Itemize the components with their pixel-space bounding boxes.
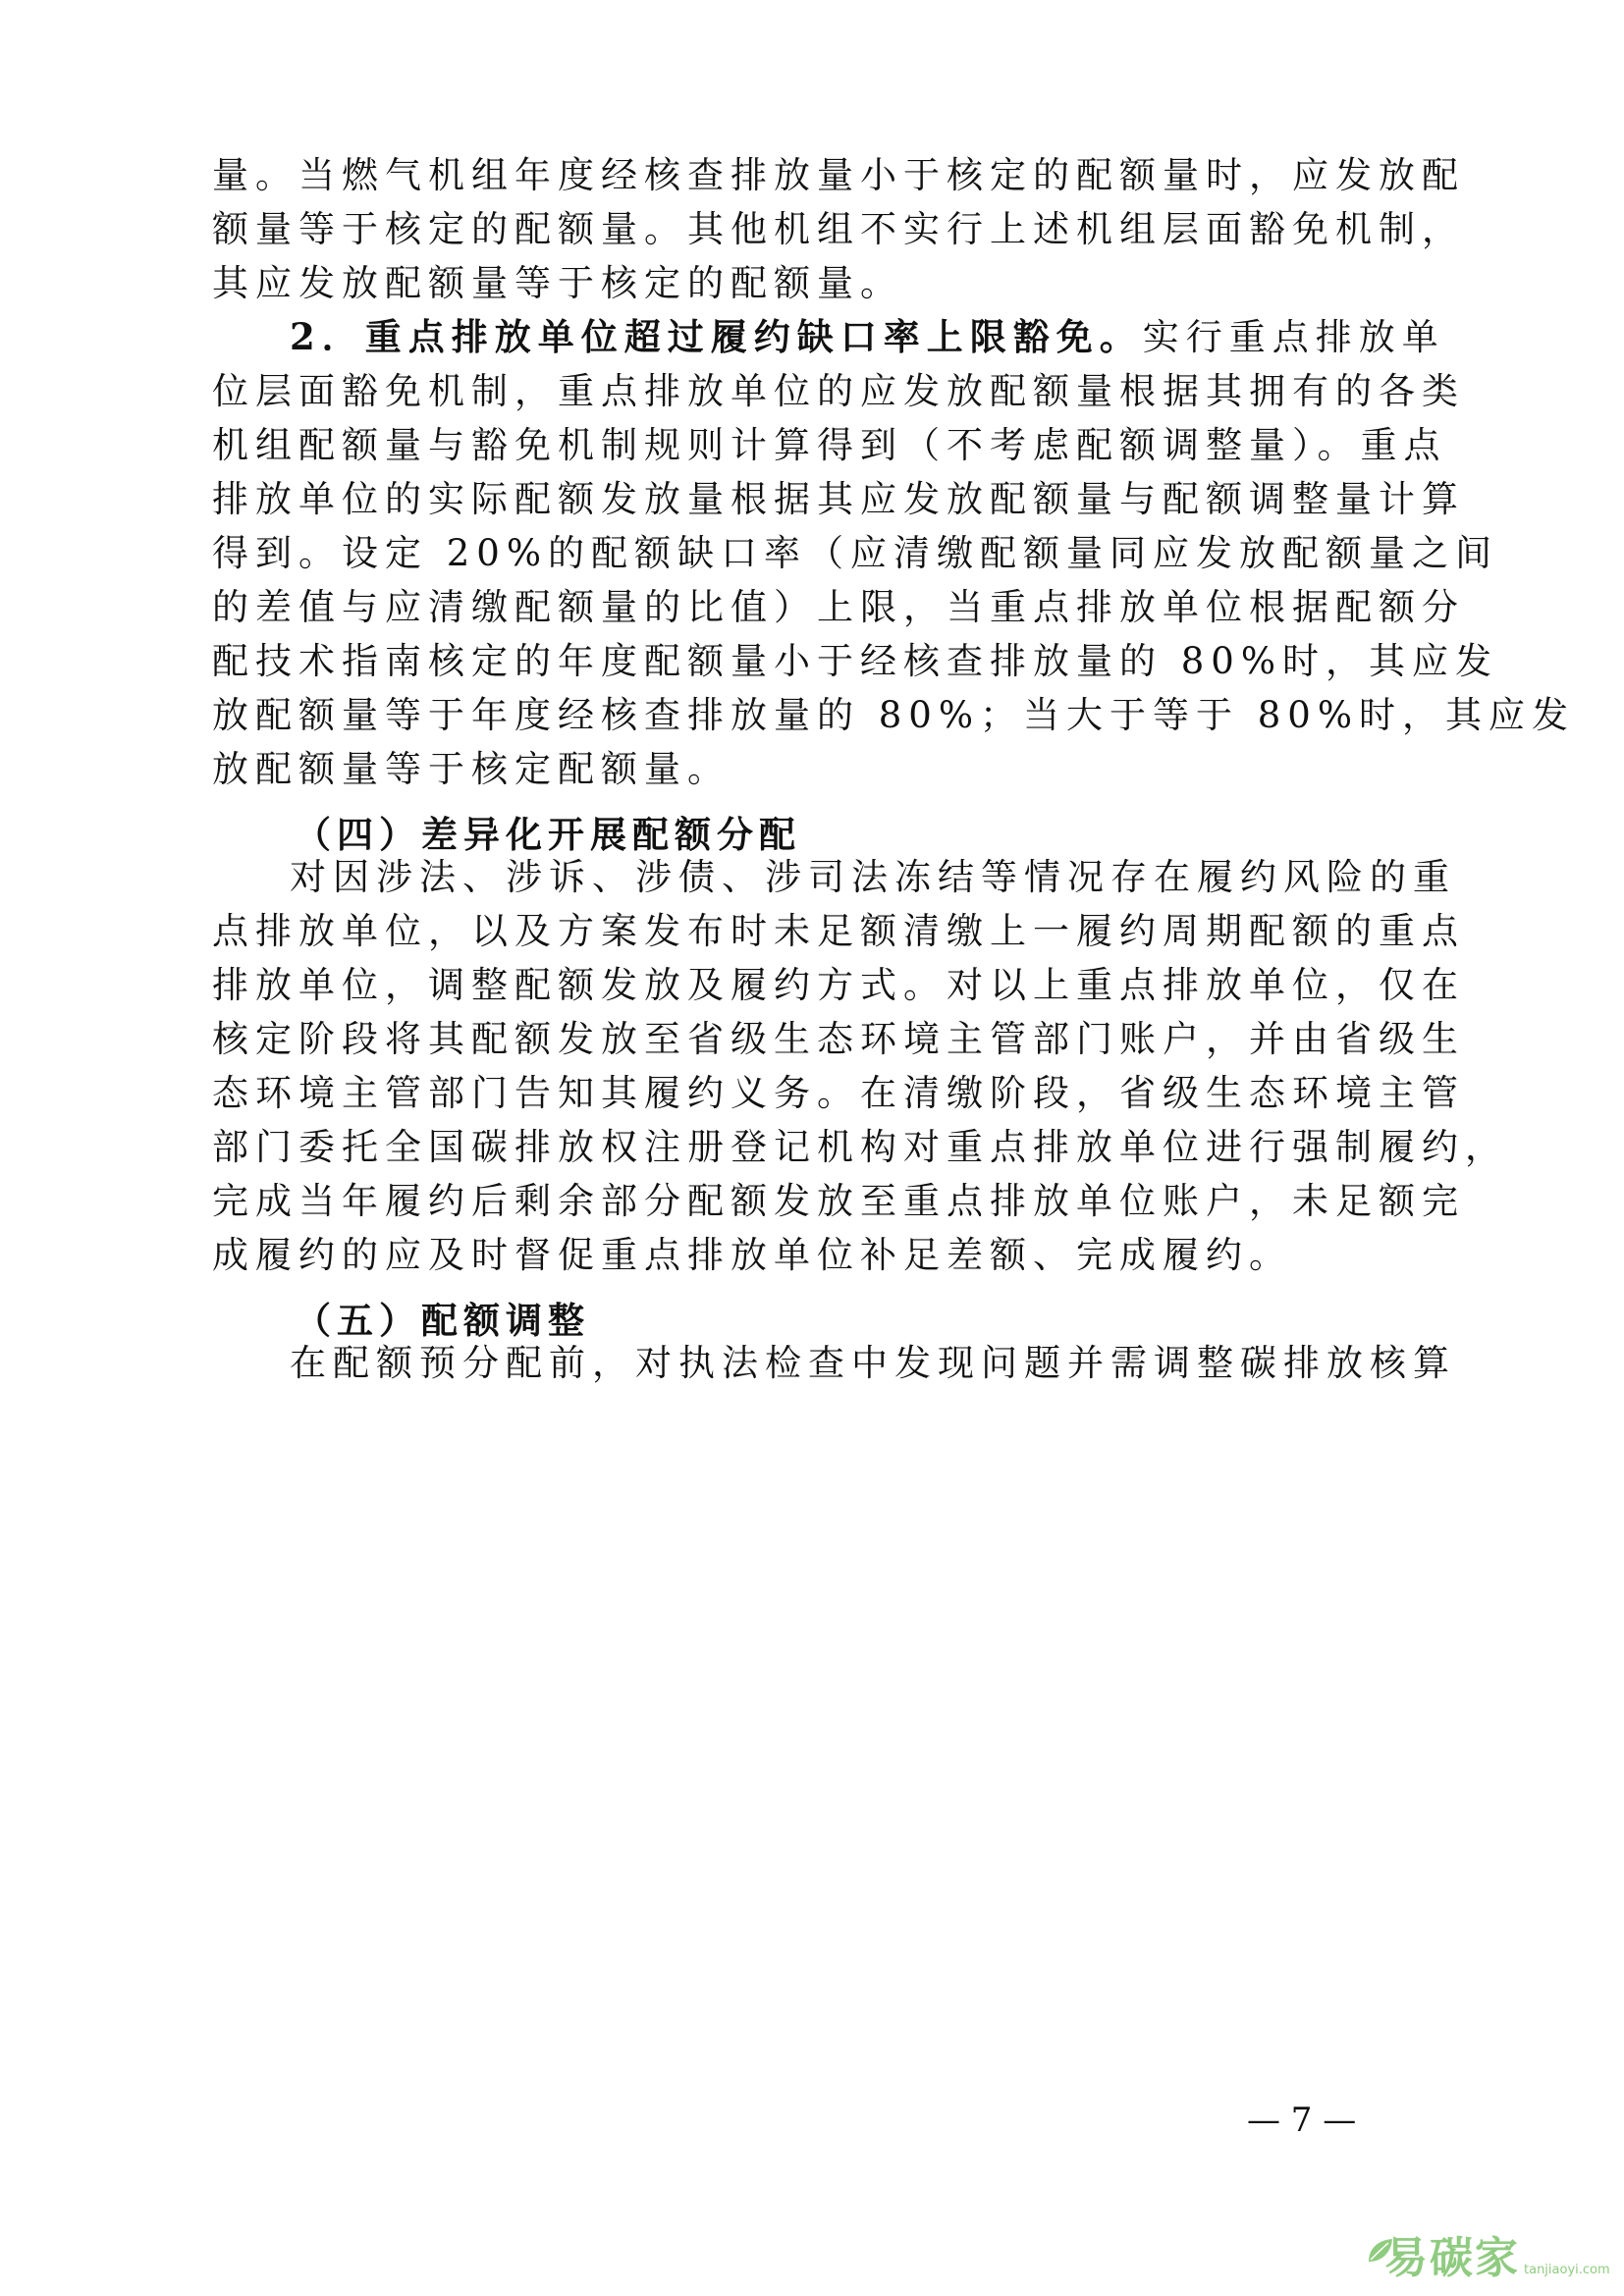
text-line: 放配额量等于核定配额量。: [212, 748, 731, 790]
watermark-logo: [1365, 2230, 1610, 2285]
text-line: 位层面豁免机制，重点排放单位的应发放配额量根据其拥有的各类: [212, 370, 1465, 412]
item-2-heading: 2．重点排放单位超过履约缺口率上限豁免。: [290, 315, 1143, 358]
text-line: 部门委托全国碳排放权注册登记机构对重点排放单位进行强制履约，: [212, 1126, 1508, 1168]
text-line: 得到。设定 20%的配额缺口率（应清缴配额量同应发放配额量之间: [212, 532, 1498, 574]
item-2-first-line: [290, 315, 1445, 358]
text-line: 排放单位，调整配额发放及履约方式。对以上重点排放单位，仅在: [212, 964, 1465, 1006]
text-line: 的差值与应清缴配额量的比值）上限，当重点排放单位根据配额分: [212, 586, 1465, 628]
watermark-text: 易碳家: [1384, 2233, 1520, 2283]
section-heading: （五）配额调整: [295, 1299, 590, 1342]
text-line: 机组配额量与豁免机制规则计算得到（不考虑配额调整量）。重点: [212, 424, 1447, 466]
text-line: 成履约的应及时督促重点排放单位补足差额、完成履约。: [212, 1234, 1292, 1276]
text-line: 态环境主管部门告知其履约义务。在清缴阶段，省级生态环境主管: [212, 1072, 1465, 1114]
text-line: 放配额量等于年度经核查排放量的 80%；当大于等于 80%时，其应发: [212, 694, 1575, 736]
text-line: 其应发放配额量等于核定的配额量。: [212, 262, 903, 304]
item-2-first-line-text: 实行重点排放单: [1142, 316, 1445, 358]
text-line: 核定阶段将其配额发放至省级生态环境主管部门账户，并由省级生: [212, 1018, 1465, 1060]
text-line: 完成当年履约后剩余部分配额发放至重点排放单位账户，未足额完: [212, 1180, 1465, 1222]
watermark-domain: tanjiaoyi.com: [1524, 2263, 1610, 2277]
text-line: 点排放单位，以及方案发布时未足额清缴上一履约周期配额的重点: [212, 910, 1465, 952]
section-heading: （四）差异化开展配额分配: [295, 813, 801, 856]
text-line: 排放单位的实际配额发放量根据其应发放配额量与配额调整量计算: [212, 478, 1465, 520]
text-line: 量。当燃气机组年度经核查排放量小于核定的配额量时，应发放配: [212, 154, 1465, 196]
text-line: 在配额预分配前，对执法检查中发现问题并需调整碳排放核算: [290, 1342, 1456, 1384]
text-line: 配技术指南核定的年度配额量小于经核查排放量的 80%时，其应发: [212, 640, 1498, 682]
page-number: — 7 —: [1247, 2101, 1357, 2140]
text-line: 额量等于核定的配额量。其他机组不实行上述机组层面豁免机制，: [212, 208, 1465, 250]
text-line: 对因涉法、涉诉、涉债、涉司法冻结等情况存在履约风险的重: [290, 856, 1456, 898]
